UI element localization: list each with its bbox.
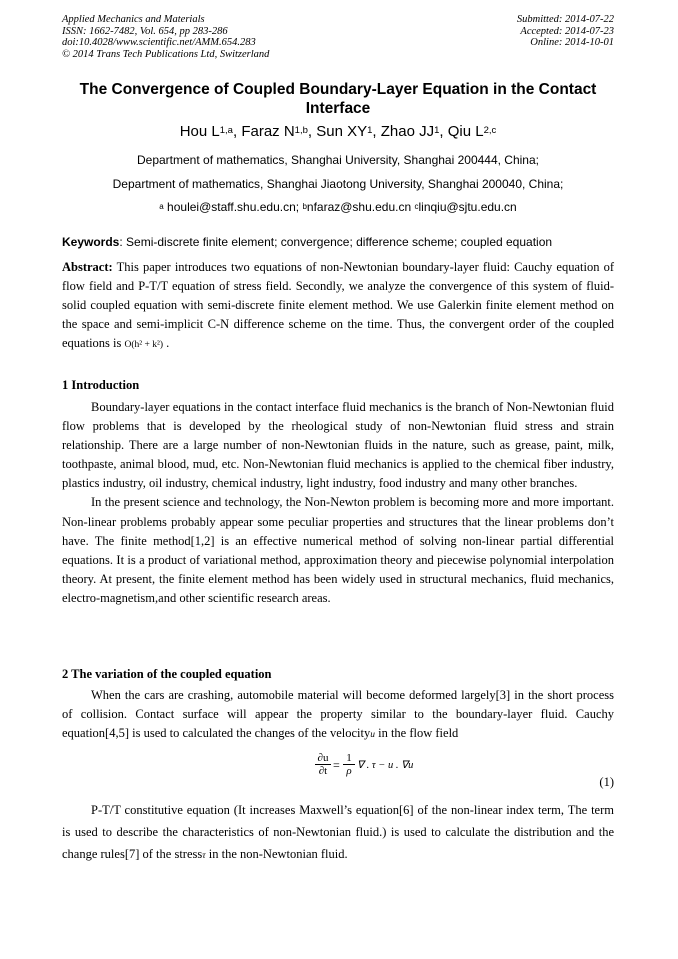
email-c-sup: c <box>414 202 419 211</box>
copyright-line: © 2014 Trans Tech Publications Ltd, Switzerland <box>62 48 270 60</box>
section-2-paragraph-2 <box>62 799 614 867</box>
section-2-p1-end: in the flow field <box>374 726 459 741</box>
section-2-paragraph-1 <box>62 686 614 745</box>
email-b-sup: b <box>302 202 307 211</box>
keywords <box>62 235 614 249</box>
convergence-order: O(h² + k²) <box>124 340 163 351</box>
abstract <box>62 258 614 355</box>
velocity-variable: u <box>370 730 375 741</box>
eq-rhs-rest: ∇ . τ − u . ∇u <box>357 760 414 771</box>
keywords-text: : Semi-discrete finite element; convergence; difference scheme; coupled equation <box>119 235 553 249</box>
submitted-date: Submitted: 2014-07-22 <box>516 14 614 25</box>
title-line-1: The Convergence of Coupled Boundary-Layer Equation in the Contact <box>79 81 597 98</box>
email-a-sup: a <box>159 202 164 211</box>
author-3: Sun XY <box>316 123 368 140</box>
abstract-text: This paper introduces two equations of non-Newtonian boundary-layer fluid: Cauchy equation of flow field and P-T/T equation of stress field. Secondly, we analyze the convergence of this system of fluid-solid coupled equation with semi-discrete finite element method. We use Galerkin finite element method on the space and semi-implicit C-N difference scheme on the time. Thus, the convergent order of the coupled equations is <box>62 260 614 351</box>
section-1-body <box>62 398 614 608</box>
author-2-sup: 1,b <box>294 125 308 136</box>
author-1: Hou L <box>179 123 220 140</box>
affiliation-2: Department of mathematics, Shanghai Jiaotong University, Shanghai 200040, China; <box>112 177 564 191</box>
affiliation-1: Department of mathematics, Shanghai University, Shanghai 200444, China; <box>136 153 539 167</box>
eq-rhs-fraction <box>343 752 355 777</box>
title-line-2: Interface <box>305 100 371 117</box>
email-c[interactable]: linqiu@sjtu.edu.cn <box>418 200 517 214</box>
eq-rhs-numerator: 1 <box>346 752 352 764</box>
paper-title <box>62 80 614 118</box>
section-1-heading: 1 Introduction <box>62 378 140 392</box>
email-a[interactable]: houlei@staff.shu.edu.cn; <box>167 200 300 214</box>
stress-variable: τ <box>202 851 206 861</box>
section-2-p1-text: When the cars are crashing, automobile material will become deformed largely[3] in the short process of collision. Contact surface will appear the property similar to the boundary-layer fluid. Cauchy equation[4,5] is used to calculated the changes of the velocity <box>62 688 614 741</box>
author-5: Qiu L <box>447 123 484 140</box>
section-2-p2-end: in the non-Newtonian fluid. <box>205 847 348 861</box>
eq-lhs <box>315 752 331 777</box>
header-journal-info <box>62 14 362 60</box>
author-1-sup: 1,a <box>219 125 233 136</box>
issn-line: ISSN: 1662-7482, Vol. 654, pp 283-286 <box>62 25 228 37</box>
email-line <box>62 200 614 214</box>
keywords-label: Keywords <box>62 235 120 249</box>
journal-name: Applied Mechanics and Materials <box>62 14 205 25</box>
section-1-paragraph-2: In the present science and technology, the Non-Newton problem is becoming more and more important. Non-linear problems probably appear some peculiar properties and structures that the linear problems don’t have. The finite method[1,2] is an effective numerical method of solving non-linear partial differential equations. It is a product of variational method, approximation theory and piecewise polynomial interpolation theory. At present, the finite element method has been widely used in structural mechanics, fluid mechanics, electro-magnetism,and other scientific research areas. <box>62 495 614 605</box>
equation-1 <box>315 752 435 786</box>
section-1-paragraph-1: Boundary-layer equations in the contact interface fluid mechanics is the branch of Non-Newtonian fluid flow problems that is developed by the rheological study of non-Newtonian fluid stress and strain relationship. There are a large number of non-Newtonian fluids in the nature, such as grease, paint, milk, toothpaste, animal blood, mud, etc. Non-Newtonian fluid mechanics is applied to the chemical fiber industry, plastics industry, oil industry, chemical industry, light industry, food industry and many other branches. <box>62 400 614 491</box>
section-2-p2-text: P-T/T constitutive equation (It increases Maxwell’s equation[6] of the non-linear index term, The term is used to describe the characteristics of non-Newtonian fluid.) is used to calculate the distribution and the change rules[7] of the stress <box>62 803 614 861</box>
author-4: Zhao JJ <box>380 123 435 140</box>
accepted-date: Accepted: 2014-07-23 <box>520 25 614 37</box>
eq-lhs-numerator: ∂u <box>317 752 329 764</box>
header-dates <box>414 14 614 49</box>
eq-lhs-denominator: ∂t <box>315 764 331 777</box>
doi-line: doi:10.4028/www.scientific.net/AMM.654.283 <box>62 37 256 48</box>
author-4-sup: 1 <box>434 125 440 136</box>
abstract-end: . <box>163 336 170 351</box>
abstract-label: Abstract: <box>62 260 113 274</box>
eq-equals: = <box>333 758 340 772</box>
equation-number: (1) <box>599 775 614 789</box>
author-list: Hou L$^{1,a}$, Faraz N$^{1,b}$, Sun $XY^1$, Zhao $JJ^1$, Qiu L$^{2,c}$ <box>179 123 497 140</box>
eq-rhs-denominator: ρ <box>343 764 355 777</box>
author-2: Faraz N <box>241 123 295 140</box>
author-3-sup: 1 <box>367 125 373 136</box>
section-2-heading: 2 The variation of the coupled equation <box>62 667 272 681</box>
online-date: Online: 2014-10-01 <box>530 37 614 48</box>
email-b[interactable]: nfaraz@shu.edu.cn <box>306 200 412 214</box>
author-5-sup: 2,c <box>483 125 497 136</box>
